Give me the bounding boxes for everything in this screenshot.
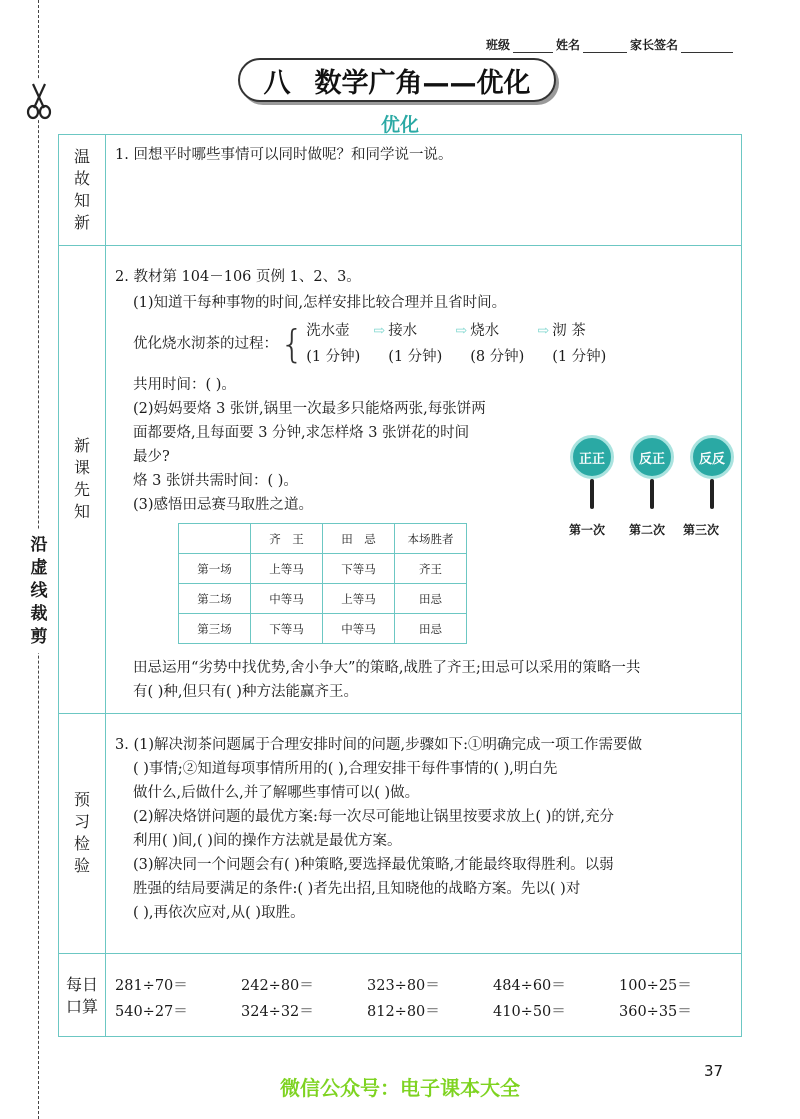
arrow-icon: ⇨ — [455, 323, 468, 339]
time-3: (8 分钟) — [470, 349, 525, 365]
pan-handle-icon — [590, 479, 594, 509]
calc-item: 324÷32＝ — [241, 1003, 314, 1020]
part-2-line-3: 最少? — [133, 449, 170, 465]
preview-line: (2)解决烙饼问题的最优方案:每一次尽可能地让锅里按要求放上( )的饼,充分 — [133, 809, 614, 825]
review-content — [115, 143, 452, 167]
name-field[interactable] — [583, 41, 627, 53]
new-lesson-content — [115, 265, 640, 704]
time-2: (1 分钟) — [388, 349, 443, 365]
table-row — [179, 554, 467, 584]
pan-handle-icon — [650, 479, 654, 509]
parent-sign-label: 家长签名 — [630, 38, 679, 52]
table-cell: 田忌 — [395, 584, 467, 614]
pan-second — [627, 435, 677, 509]
worksheet-frame — [58, 134, 742, 1037]
page-number: 37 — [704, 1062, 724, 1080]
pancake-time-blank: 烙 3 张饼共需时间：( )。 — [133, 473, 298, 489]
part-1-text: (1)知道干每种事物的时间,怎样安排比较合理并且省时间。 — [133, 295, 507, 311]
calc-item: 281÷70＝ — [115, 977, 188, 994]
pan-label: 第二次 — [629, 523, 666, 537]
table-cell: 上等马 — [251, 554, 323, 584]
part-3-text: (3)感悟田忌赛马取胜之道。 — [133, 497, 314, 513]
pan-handle-icon — [710, 479, 714, 509]
cut-instruction: 沿虚线裁剪 — [28, 530, 50, 653]
process-label: 优化烧水沏茶的过程： — [133, 336, 278, 352]
pan-icon: 正正 — [570, 435, 614, 479]
time-1: (1 分钟) — [306, 349, 361, 365]
time-4: (1 分钟) — [552, 349, 607, 365]
calc-item: 323÷80＝ — [367, 977, 440, 994]
daily-calc-label: 每日口算 — [65, 974, 98, 1016]
table-cell: 第一场 — [179, 554, 251, 584]
pan-label: 第三次 — [683, 523, 720, 537]
conclusion-line-1: 田忌运用“劣势中找优势,舍小争大”的策略,战胜了齐王;田忌可以采用的策略一共 — [133, 660, 641, 676]
table-header — [179, 524, 251, 554]
total-time-blank: 共用时间：( )。 — [133, 377, 236, 393]
process-steps — [306, 319, 616, 369]
brace-icon: { — [280, 322, 305, 366]
calc-row — [115, 971, 745, 997]
footer-watermark: 微信公众号：电子课本大全 — [280, 1076, 520, 1100]
step-fill-water: 接水 — [388, 323, 418, 339]
parent-sign-field[interactable] — [681, 41, 733, 53]
unit-title-banner — [238, 58, 556, 102]
pan-icon: 反反 — [690, 435, 734, 479]
preview-label: 预习检验 — [73, 790, 90, 875]
calc-item: 100÷25＝ — [619, 977, 692, 994]
step-boil-water: 烧水 — [470, 323, 500, 339]
table-cell: 第二场 — [179, 584, 251, 614]
preview-line: ( )事情;②知道每项事情所用的( ),合理安排干每件事情的( ),明白先 — [133, 761, 558, 777]
review-label: 温故知新 — [73, 147, 90, 232]
new-lesson-label: 新课先知 — [73, 436, 90, 521]
class-field[interactable] — [513, 41, 553, 53]
name-label: 姓名 — [556, 38, 581, 52]
daily-calc-content — [115, 971, 745, 1023]
class-label: 班级 — [486, 38, 511, 52]
calc-item: 540÷27＝ — [115, 1003, 188, 1020]
table-header: 本场胜者 — [395, 524, 467, 554]
pan-first — [567, 435, 617, 509]
pan-third — [687, 435, 737, 509]
preview-line: 3. (1)解决沏茶问题属于合理安排时间的问题,步骤如下:①明确完成一项工作需要做 — [115, 737, 642, 753]
question-2: 2. 教材第 104－106 页例 1、2、3。 — [115, 269, 361, 285]
preview-line: 胜强的结局要满足的条件:( )者先出招,且知晓他的战略方案。先以( )对 — [133, 881, 581, 897]
table-cell: 齐王 — [395, 554, 467, 584]
unit-title: 数学广角——优化 — [314, 67, 531, 99]
calc-item: 484÷60＝ — [493, 977, 566, 994]
section-title: 优化 — [380, 114, 419, 136]
table-cell: 下等马 — [251, 614, 323, 644]
calc-item: 360÷35＝ — [619, 1003, 692, 1020]
question-1: 1. 回想平时哪些事情可以同时做呢？和同学说一说。 — [115, 147, 453, 163]
arrow-icon: ⇨ — [373, 323, 386, 339]
tea-process — [115, 319, 640, 369]
calc-item: 812÷80＝ — [367, 1003, 440, 1020]
table-cell: 中等马 — [323, 614, 395, 644]
conclusion-line-2: 有( )种,但只有( )种方法能赢齐王。 — [133, 684, 358, 700]
step-wash-kettle: 洗水壶 — [306, 323, 350, 339]
table-row — [179, 614, 467, 644]
arrow-icon: ⇨ — [537, 323, 550, 339]
part-2-line-2: 面都要烙,且每面要 3 分钟,求怎样烙 3 张饼花的时间 — [133, 425, 470, 441]
column-divider — [105, 135, 106, 1036]
horse-race-table — [178, 523, 467, 644]
calc-item: 242÷80＝ — [241, 977, 314, 994]
calc-item: 410÷50＝ — [493, 1003, 566, 1020]
preview-line: 利用( )间,( )间的操作方法就是最优方案。 — [133, 833, 402, 849]
preview-line: ( ),再依次应对,从( )取胜。 — [133, 905, 305, 921]
pan-label: 第一次 — [569, 523, 606, 537]
table-header: 齐 王 — [251, 524, 323, 554]
pancake-illustration — [567, 435, 737, 535]
step-make-tea: 沏 茶 — [552, 323, 586, 339]
table-cell: 上等马 — [323, 584, 395, 614]
calc-row — [115, 997, 745, 1023]
student-info-fields — [486, 36, 746, 53]
table-header-row — [179, 524, 467, 554]
unit-number: 八 — [263, 67, 291, 99]
table-cell: 下等马 — [323, 554, 395, 584]
table-cell: 第三场 — [179, 614, 251, 644]
part-2-line-1: (2)妈妈要烙 3 张饼,锅里一次最多只能烙两张,每张饼两 — [133, 401, 486, 417]
preview-line: (3)解决同一个问题会有( )种策略,要选择最优策略,才能最终取得胜利。以弱 — [133, 857, 614, 873]
table-cell: 田忌 — [395, 614, 467, 644]
table-cell: 中等马 — [251, 584, 323, 614]
preview-content — [115, 733, 642, 925]
row-divider — [59, 245, 741, 246]
table-header: 田 忌 — [323, 524, 395, 554]
table-row — [179, 584, 467, 614]
pan-icon: 反正 — [630, 435, 674, 479]
row-divider — [59, 953, 741, 954]
row-divider — [59, 713, 741, 714]
preview-line: 做什么,后做什么,并了解哪些事情可以( )做。 — [133, 785, 420, 801]
